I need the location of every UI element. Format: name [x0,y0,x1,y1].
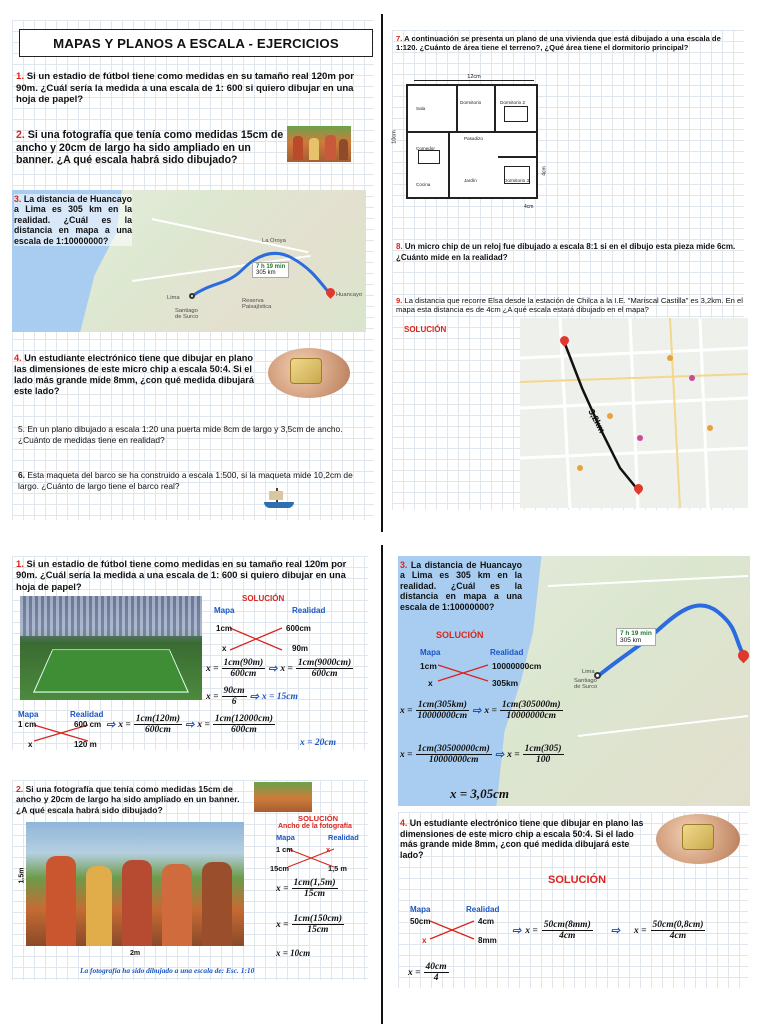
town-surco: Santiago de Surco [175,308,199,320]
implies-arrow-icon: ⇨ [185,719,195,731]
exercise-2-text: Si una fotografía que tenía como medidas 15cm de ancho y 20cm de largo ha sido ampliado en un banner. ¿A qué escala habrá sido dibujado? [16,129,284,167]
solution-4-b1: x [422,936,427,945]
solution-1b-d1: x [28,740,33,749]
microchip-finger-photo [268,348,350,398]
exercise-2-number-repeat: 2. [16,784,24,794]
route-distance: 305 km [256,270,276,276]
solution-1-b2: 90m [292,644,309,653]
exercise-2-text-repeat: Si una fotografía que tenía como medidas 15cm de ancho y 20cm de largo ha sido ampliado en un banner. ¿A qué escala habrá sido dibujado? [16,784,240,815]
solution-3-mapa-label: Mapa [420,648,441,657]
exercise-5-text: En un plano dibujado a escala 1:20 una puerta mide 8cm de largo y 3,5cm de ancho. ¿Cuánto de medidas tiene en realidad? [18,424,343,445]
plan-bottom-label: 4cm [524,204,534,210]
exercise-1-text: Si un estadio de fútbol tiene como medidas en su tamaño real 120m por 90m. ¿Cuál sería la medida a una escala de 1: 600 si quiero dibujar en una hoja de papel? [16,71,355,105]
exercise-3-text: La distancia de Huancayo a Lima es 305 km en la realidad. ¿Cuál es la distancia en mapa a una escala de 1:10000000? [14,194,132,246]
solution-3-result: x = 3,05cm [450,786,510,801]
solution-3-eq1: x = $\frac{1cm(305km)}{10000000cm}$ ⇨ x = $\frac{1cm(305000m)}{10000000cm}$ [400,700,561,721]
solution-1-a2: 600cm [286,624,311,633]
town-la-oroya: La Oroya [262,238,286,244]
solution-2-mapa-label: Mapa [276,833,295,842]
plan-height-label: 10cm [391,130,398,144]
exercise-9-text: La distancia que recorre Elsa desde la estación de Chilca a la I.E. "Mariscal Castilla" es 3,2km. En el mapa esta distancia es de 4cm ¿A qué escala estará dibujado en el mapa? [396,296,743,315]
solution-3-cross-icon [436,662,490,684]
plan-room-label: Dormitorio [460,100,482,105]
solution-1-question [16,558,364,592]
exercise-1-text-repeat: Si un estadio de fútbol tiene como medidas en su tamaño real 120m por 90m. ¿Cuál sería la medida a una escala de 1: 600 si quiero dibujar en una hoja de papel? [16,558,347,592]
solution-1-result-1: x = 15cm [261,691,298,702]
plan-side-label: 4cm [541,166,548,176]
solution-3-b1: x [428,678,433,688]
plan-room-label: Comedor [416,146,435,151]
exercise-4-number: 4. [14,353,22,363]
ship-model-icon [262,486,296,512]
exercise-8 [396,242,742,263]
solution-4-eq1: ⇨ x = $\frac{50cm(8mm)}{4cm}$ ⇨ x = $\frac{50cm(0,8cm)}{4cm}$ [512,920,704,941]
solution-2-b1: 15cm [270,864,289,873]
microchip-finger-photo-2 [656,814,740,864]
exercise-1-number: 1. [16,71,25,82]
indigenous-photo-thumb-small [254,782,312,812]
exercise-6-text: Esta maqueta del barco se ha construido a escala 1:500, si la maqueta mide 10,2cm de largo. ¿Cuánto de largo tiene el barco real? [18,470,353,491]
route-time-badge [252,262,289,278]
exercise-2-number: 2. [16,129,25,141]
exercise-6-number: 6. [18,470,25,480]
implies-arrow-icon: ⇨ [249,691,259,703]
implies-arrow-icon: ⇨ [494,749,505,761]
exercise-4-number-repeat: 4. [400,818,408,828]
exercise-9-number: 9. [396,296,403,305]
solution-4-a1: 50cm [410,917,431,926]
house-plan-drawing [391,74,556,214]
solution-4-b2: 8mm [478,936,497,945]
solution-3-eq2: x = $\frac{1cm(30500000cm)}{10000000cm}$ ⇨ x = $\frac{1cm(305)}{100}$ [400,744,562,765]
plan-room-label: Dormitorio 2 [500,100,526,105]
solution-3-heading: SOLUCIÓN [436,630,484,640]
solution-2-realidad-label: Realidad [328,833,359,842]
plan-room-label: Sala [416,106,426,111]
solution-3-b2: 305km [492,678,519,688]
exercise-3-number-repeat: 3. [400,560,408,570]
solution-2-a2: x [326,845,331,854]
plan-room-label: Jardín [464,178,477,183]
exercise-1 [16,71,370,106]
exercise-1-number-repeat: 1. [16,558,24,569]
solution-1-realidad-label: Realidad [292,606,326,615]
chilca-route-distance: 3,2km [586,407,608,435]
map-reserve-label: Reserva Paisajística [242,298,272,310]
solution-2-eq1: x = $\frac{1cm(1,5m)}{15cm}$ [276,878,336,899]
solution-1-result-2: x = 20cm [300,738,337,748]
photo-width-label: 2m [130,950,141,957]
exercise-2 [16,129,284,167]
implies-arrow-icon: ⇨ [610,925,620,937]
exercise-4 [14,353,258,397]
exercise-9 [396,296,748,314]
route-time-badge-2 [616,628,656,646]
solution-4-mapa-label: Mapa [410,905,431,914]
implies-arrow-icon: ⇨ [512,925,522,937]
stadium-photo [20,596,202,700]
solution-1-eq1: x = $\frac{1cm(90m)}{600cm}$ ⇨ x = $\frac{1cm(9000cm)}{600cm}$ [206,658,352,679]
solution-3-a1: 1cm [420,661,437,671]
town-lima-2: Lima [582,669,595,675]
indigenous-photo-thumb [287,126,351,162]
solution-4-heading: SOLUCIÓN [548,874,607,886]
town-lima: Lima [167,295,180,301]
exercise-4-text: Un estudiante electrónico tiene que dibujar en plano las dimensiones de este micro chip a escala 50:4. Si el lado más grande mide 8mm, ¿con qué medida dibujará este lado? [14,353,254,396]
solution-2-a1: 1 cm [276,845,293,854]
exercise-3-number: 3. [14,194,22,204]
exercise-4-text-repeat: Un estudiante electrónico tiene que dibujar en plano las dimensiones de este micro chip a escala 50:4. Si el lado más grande mide 8mm, ¿con qué medida dibujará este lado? [400,818,644,860]
page-title-text: MAPAS Y PLANOS A ESCALA - EJERCICIOS [53,35,339,51]
plan-width-label: 12cm [414,74,534,81]
implies-arrow-icon: ⇨ [268,663,278,675]
solution-3-question [400,560,522,612]
solution-1b-mapa-label: Mapa [18,710,39,719]
solution-1b-c2: 600 cm [74,720,102,729]
solution-3-realidad-label: Realidad [490,648,524,657]
plan-room-label: Cocina [416,182,431,187]
exercise-6 [18,470,364,491]
solution-1-cross-icon [228,624,284,654]
solution-1b-realidad-label: Realidad [70,710,104,719]
solution-1-eq2: x = $\frac{90cm}{6}$ ⇨ x = 15cm [206,686,298,707]
solution-4-realidad-label: Realidad [466,905,500,914]
route-distance-2: 305 km [620,637,642,644]
solution-1b-c1: 1 cm [18,720,37,729]
solution-4-question [400,818,646,860]
solution-2-conclusion: La fotografía ha sido dibujado a una escala de: Esc. 1:10 [80,966,255,975]
solution-1-heading: SOLUCIÓN [242,594,285,603]
solution-2-result: x = 10cm [276,948,311,958]
plan-room-label: Dormitorio 3 [504,178,530,183]
solution-1-mapa-label: Mapa [214,606,235,615]
chilca-street-map [520,318,748,508]
vertical-divider-top [381,14,383,532]
exercise-9-solution-heading: SOLUCIÓN [404,325,447,334]
exercise-5-number: 5. [18,424,25,434]
implies-arrow-icon: ⇨ [106,719,116,731]
solution-2-heading: SOLUCIÓN [298,814,339,823]
town-surco-2: Santiago de Surco [574,678,598,690]
exercise-7-number: 7. [396,34,403,43]
exercise-3 [14,194,132,246]
solution-3-a2: 10000000cm [492,661,542,671]
solution-1-eq3: ⇨ x = $\frac{1cm(120m)}{600cm}$ ⇨ x = $\frac{1cm(12000cm)}{600cm}$ [106,714,273,735]
exercise-3-text-repeat: La distancia de Huancayo a Lima es 305 km en la realidad. ¿Cuál es la distancia en mapa a una escala de 1:10000000? [400,560,522,612]
exercise-8-number: 8. [396,242,403,251]
solution-2-question [16,784,252,815]
solution-1-a1: 1cm [216,624,233,633]
solution-4-a2: 4cm [478,917,495,926]
exercise-7-text: A continuación se presenta un plano de una vivienda que está dibujado a una escala de 1:120. ¿Cuánto de área tiene el terreno?, ¿Qué área tiene el dormitorio principal? [396,34,721,52]
solution-2-b2: 1,5 m [328,864,347,873]
town-huancayo: Huancayo [336,292,363,298]
page-title [19,29,373,57]
solution-2-eq2: x = $\frac{1cm(150cm)}{15cm}$ [276,914,343,935]
route-time-2: 7 h 19 min [620,630,652,637]
implies-arrow-icon: ⇨ [472,705,482,717]
route-time: 7 h 19 min [256,264,286,270]
solution-1b-d2: 120 m [74,740,97,749]
solution-2-subheading: Ancho de la fotografía [278,823,352,830]
indigenous-family-photo [26,822,244,946]
solution-1-b1: x [222,644,227,653]
vertical-divider-bottom [381,545,383,1024]
photo-height-label: 1.5m [18,867,26,884]
solution-4-eq2: x = $\frac{40cm}{4}$ [408,962,447,983]
plan-room-label: Pasadizo [464,136,483,141]
origin-pin-icon [189,293,195,299]
solution-4-cross-icon [428,918,476,942]
exercise-8-text: Un micro chip de un reloj fue dibujado a escala 8:1 si en el dibujo esta pieza mide 6cm. ¿Cuánto mide en la realidad? [396,242,736,262]
exercise-5 [18,424,364,445]
exercise-7 [396,34,742,52]
